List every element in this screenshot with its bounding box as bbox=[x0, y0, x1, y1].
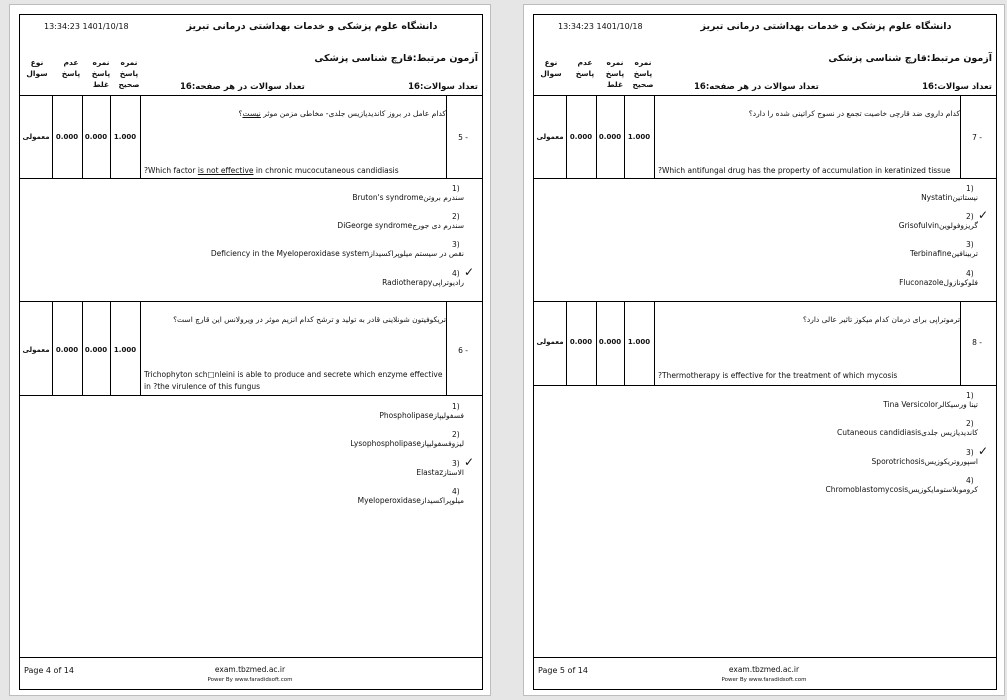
col-head-no-answer: عدم پاسخ bbox=[575, 58, 595, 78]
question-type: معمولی bbox=[536, 338, 564, 346]
option-number: 1) bbox=[966, 391, 974, 400]
option-text: اسپوروتریکوزیسSporotrichosis bbox=[871, 457, 978, 466]
footer-site: exam.tbzmed.ac.ir bbox=[728, 665, 800, 674]
question-count: تعداد سوالات:16 bbox=[922, 82, 992, 92]
grid-line bbox=[533, 301, 997, 302]
question-count: تعداد سوالات:16 bbox=[408, 82, 478, 92]
option-number: 1) bbox=[452, 402, 460, 411]
question-text-fa: کدام عامل در بروز کاندیدیازیس جلدی- مخاطی مزمن موثر نیست؟ bbox=[238, 109, 446, 118]
option-number: 1) bbox=[452, 184, 460, 193]
question-text-en: ?Thermotherapy is effective for the treatment of which mycosis bbox=[658, 371, 898, 380]
score-wrong: 0.000 bbox=[598, 338, 622, 346]
option-text: سندرم دی جورجDiGeorge syndrome bbox=[337, 221, 464, 230]
option-text: سندرم بروتنBruton's syndrome bbox=[352, 193, 464, 202]
option-number: 4) bbox=[452, 487, 460, 496]
option-text: الاستازElastaz bbox=[416, 468, 464, 477]
exam-title: آزمون مرتبط:قارچ شناسی پزشکی bbox=[314, 53, 478, 64]
question-number: - 8 bbox=[972, 338, 982, 347]
question-type: معمولی bbox=[22, 133, 50, 141]
questions-per-page: تعداد سوالات در هر صفحه:16 bbox=[694, 82, 819, 92]
selected-answer-check-icon: ✓ bbox=[978, 208, 989, 222]
col-head-type: نوع سوال bbox=[540, 58, 562, 78]
question-type: معمولی bbox=[536, 133, 564, 141]
option-text: گریزوفولوینGrisofulvin bbox=[898, 221, 978, 230]
grid-line bbox=[19, 95, 483, 96]
option-number: 2) bbox=[966, 419, 974, 428]
question-type: معمولی bbox=[22, 346, 50, 354]
university-title: دانشگاه علوم پزشکی و خدمات بهداشتی درمانی تبریز bbox=[186, 21, 438, 32]
footer-power: Power By www.faradidsoft.com bbox=[207, 677, 293, 683]
page-number: Page 5 of 14 bbox=[538, 666, 588, 675]
exam-page-5 bbox=[523, 4, 1005, 696]
grid-line bbox=[446, 301, 447, 395]
option-number: 3) bbox=[966, 448, 974, 457]
grid-line bbox=[19, 395, 483, 396]
col-head-wrong: نمره پاسخ غلط bbox=[605, 58, 625, 89]
question-text-fa: تریکوفیتون شونلاینی قادر به تولید و ترشح کدام انزیم موثر در ویرولانس این قارچ است؟ bbox=[173, 315, 446, 324]
print-timestamp: 13:34:23 1401/10/18 bbox=[558, 22, 643, 31]
page-number: Page 4 of 14 bbox=[24, 666, 74, 675]
option-number: 1) bbox=[966, 184, 974, 193]
question-text-fa: ترموتراپی برای درمان کدام میکوز تاثیر عالی دارد؟ bbox=[802, 315, 960, 324]
grid-line bbox=[533, 385, 997, 386]
question-number: - 7 bbox=[972, 133, 982, 142]
option-text: کاندیدیازیس جلدیCutaneous candidiasis bbox=[836, 428, 978, 437]
grid-line bbox=[654, 301, 655, 385]
option-number: 2) bbox=[452, 212, 460, 221]
option-number: 4) bbox=[452, 269, 460, 278]
score-wrong: 0.000 bbox=[84, 133, 108, 141]
col-head-correct: نمره پاسخ صحیح bbox=[118, 58, 140, 89]
option-number: 3) bbox=[452, 459, 460, 468]
grid-line bbox=[140, 301, 141, 395]
option-text: فسفولیپازPhospholipase bbox=[379, 411, 464, 420]
question-text-en: ?Which factor is not effective in chronic mucocutaneous candidiasis bbox=[144, 166, 399, 175]
grid-line bbox=[533, 95, 997, 96]
score-correct: 1.000 bbox=[113, 346, 137, 354]
grid-line bbox=[19, 301, 483, 302]
selected-answer-check-icon: ✓ bbox=[464, 265, 475, 279]
option-text: میلوپراکسیدازMyeloperoxidase bbox=[357, 496, 464, 505]
grid-line bbox=[533, 657, 997, 658]
score-correct: 1.000 bbox=[113, 133, 137, 141]
option-text: نیستاتینNystatin bbox=[921, 193, 978, 202]
option-text: رادیوتراپیRadiotherapy bbox=[382, 278, 464, 287]
option-number: 4) bbox=[966, 476, 974, 485]
col-head-no-answer: عدم پاسخ bbox=[61, 58, 81, 78]
option-text: لیزوفسفولیپازLysophospholipase bbox=[350, 439, 464, 448]
score-wrong: 0.000 bbox=[84, 346, 108, 354]
selected-answer-check-icon: ✓ bbox=[978, 444, 989, 458]
university-title: دانشگاه علوم پزشکی و خدمات بهداشتی درمانی تبریز bbox=[700, 21, 952, 32]
option-text: کروموبلاستومایکوزیسChromoblastomycosis bbox=[825, 485, 978, 494]
option-number: 2) bbox=[966, 212, 974, 221]
selected-answer-check-icon: ✓ bbox=[464, 455, 475, 469]
col-head-type: نوع سوال bbox=[26, 58, 48, 78]
grid-line bbox=[654, 95, 655, 178]
exam-page-4 bbox=[9, 4, 491, 696]
score-no-answer: 0.000 bbox=[569, 338, 593, 346]
grid-line bbox=[446, 95, 447, 178]
score-no-answer: 0.000 bbox=[569, 133, 593, 141]
question-text-fa: کدام داروی ضد قارچی خاصیت تجمع در نسوج کراتینی شده را دارد؟ bbox=[748, 109, 960, 118]
option-text: تربینافینTerbinafine bbox=[910, 249, 978, 258]
option-text: نقص در سیستم میلوپراکسیدازDeficiency in the Myeloperoxidase system bbox=[210, 249, 464, 258]
grid-line bbox=[533, 178, 997, 179]
option-number: 3) bbox=[966, 240, 974, 249]
questions-per-page: تعداد سوالات در هر صفحه:16 bbox=[180, 82, 305, 92]
score-wrong: 0.000 bbox=[598, 133, 622, 141]
print-timestamp: 13:34:23 1401/10/18 bbox=[44, 22, 129, 31]
option-number: 3) bbox=[452, 240, 460, 249]
score-no-answer: 0.000 bbox=[55, 346, 79, 354]
question-text-en: ?Which antifungal drug has the property of accumulation in keratinized tissue bbox=[658, 166, 951, 175]
footer-site: exam.tbzmed.ac.ir bbox=[214, 665, 286, 674]
score-no-answer: 0.000 bbox=[55, 133, 79, 141]
exam-title: آزمون مرتبط:قارچ شناسی پزشکی bbox=[828, 53, 992, 64]
col-head-correct: نمره پاسخ صحیح bbox=[632, 58, 654, 89]
option-text: فلوکونازولFluconazole bbox=[899, 278, 978, 287]
footer-power: Power By www.faradidsoft.com bbox=[721, 677, 807, 683]
grid-line bbox=[140, 95, 141, 178]
question-number: - 5 bbox=[458, 133, 468, 142]
question-text-en: Trichophyton sch□nleini is able to produce and secrete which enzyme effective in ?the virulence of this fungus bbox=[144, 370, 443, 391]
col-head-wrong: نمره پاسخ غلط bbox=[91, 58, 111, 89]
option-number: 2) bbox=[452, 430, 460, 439]
grid-line bbox=[960, 95, 961, 178]
grid-line bbox=[19, 178, 483, 179]
question-number: - 6 bbox=[458, 346, 468, 355]
score-correct: 1.000 bbox=[627, 338, 651, 346]
grid-line bbox=[960, 301, 961, 385]
option-text: تینا ورسیکالرTina Versicolor bbox=[883, 400, 978, 409]
option-number: 4) bbox=[966, 269, 974, 278]
score-correct: 1.000 bbox=[627, 133, 651, 141]
grid-line bbox=[19, 657, 483, 658]
